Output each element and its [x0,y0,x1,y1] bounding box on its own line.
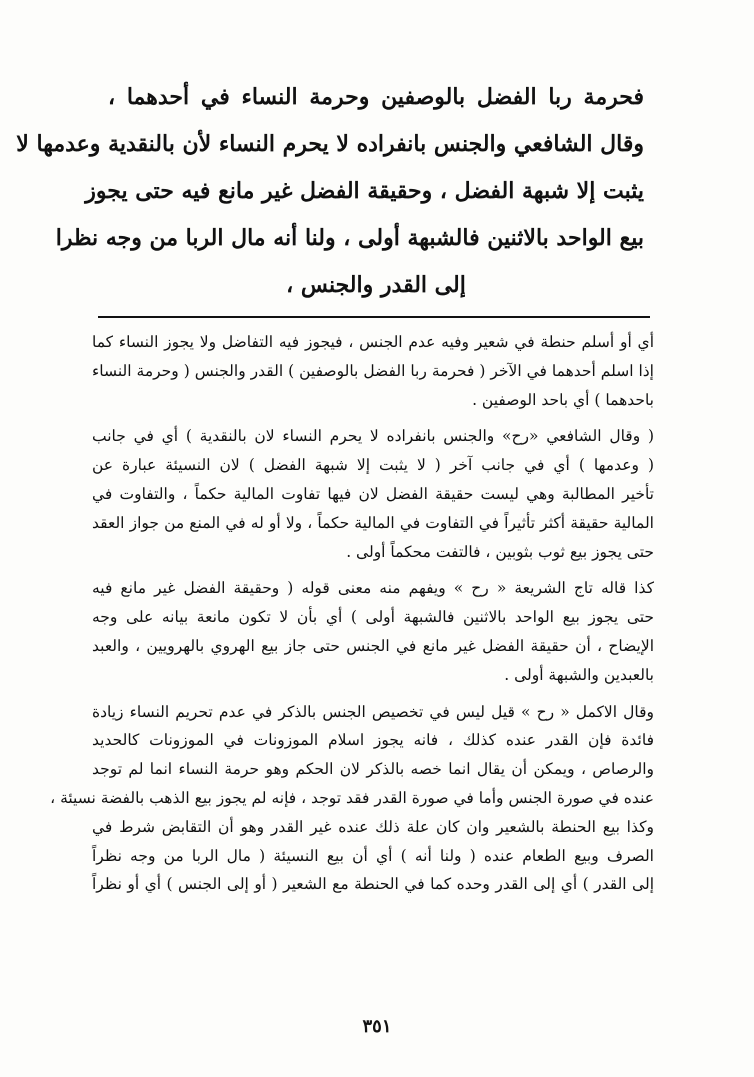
main-text-block [16,74,644,309]
commentary-line: إذا اسلم أحدهما في الآخر ( فحرمة ربا الفضل بالوصفين ) القدر والجنس ( وحرمة النساء [92,361,654,380]
main-text-line: فحرمة ربا الفضل بالوصفين وحرمة النساء في أحدهما ، [108,84,644,110]
commentary-line: أي أو أسلم حنطة في شعير وفيه عدم الجنس ، فيجوز فيه التفاضل ولا يجوز النساء كما [92,333,654,351]
commentary-line: كذا قاله تاج الشريعة « رح » ويفهم منه معنى قوله ( وحقيقة الفضل غير مانع فيه [92,579,654,598]
main-text-line: وقال الشافعي والجنس بانفراده لا يحرم النساء لأن بالنقدية وعدمها لا [16,131,644,157]
commentary-line: المالية حقيقة أكثر تأثيراً في التفاوت في المالية حكماً ، ولا أو له في المنع من جواز العقد [92,513,654,532]
commentary-line: حتى يجوز بيع ثوب بثوبين ، فالتفت محكماً أولى . [346,542,654,561]
separator-rule [98,316,650,318]
commentary-line: إلى القدر ) أي إلى القدر وحده كما في الحنطة مع الشعير ( أو إلى الجنس ) أي أو نظراً [92,875,654,894]
commentary-line: ( وعدمها ) أي في جانب آخر ( لا يثبت إلا شبهة الفضل ) لان النسيئة عبارة عن [92,456,654,475]
commentary-line: عنده في صورة الجنس وأما في صورة القدر فقد توجد ، فإنه لم يجوز بيع الذهب بالفضة نسيئة ، [50,788,654,807]
commentary-block [50,328,654,899]
page-number: ٣٥١ [362,1016,392,1037]
commentary-line: حتى يجوز بيع الواحد بالاثنين فالشبهة أولى ) أي بأن لا تكون مانعة بيانه على وجه [92,608,654,627]
commentary-line: وكذا بيع الحنطة بالشعير وان كان علة ذلك عنده غير القدر وهو أن التقابض شرط في [92,817,654,836]
main-text-line: يثبت إلا شبهة الفضل ، وحقيقة الفضل غير مانع فيه حتى يجوز [85,178,644,204]
commentary-line: ( وقال الشافعي «رح» والجنس بانفراده لا يحرم النساء لان بالنقدية ) أي في جانب [92,427,654,446]
commentary-line: فائدة فإن القدر عنده كذلك ، فانه يجوز اسلام الموزونات في الموزونات كالحديد [92,731,654,750]
commentary-paragraph [92,422,654,566]
commentary-line: الإيضاح ، أن حقيقة الفضل غير مانع في الجنس حتى جاز بيع الهروي بالهرويين ، والعبد [92,636,654,655]
commentary-paragraph [92,574,654,689]
main-text-line: إلى القدر والجنس ، [286,272,466,298]
commentary-paragraph [92,328,654,414]
commentary-paragraph [50,698,654,900]
commentary-line: الصرف وبيع الطعام عنده ( ولنا أنه ) أي أن بيع النسيئة ( مال الربا من وجه نظراً [92,846,654,865]
commentary-line: وقال الاكمل « رح » قيل ليس في تخصيص الجنس بالذكر في عدم تحريم النساء زيادة [92,702,654,721]
commentary-line: بالعبدين والشبهة أولى . [504,665,654,684]
main-text-line: بيع الواحد بالاثنين فالشبهة أولى ، ولنا أنه مال الربا من وجه نظرا [55,225,644,251]
commentary-line: تأخير المطالبة وهي ليست حقيقة الفضل لان فيها تفاوت المالية حكماً ، والتفاوت في [92,484,654,503]
commentary-line: باحدهما ) أي باحد الوصفين . [472,390,654,409]
commentary-line: والرصاص ، ويمكن أن يقال انما خصه بالذكر لان الحكم وهو حرمة النساء انما لم توجد [92,760,654,779]
